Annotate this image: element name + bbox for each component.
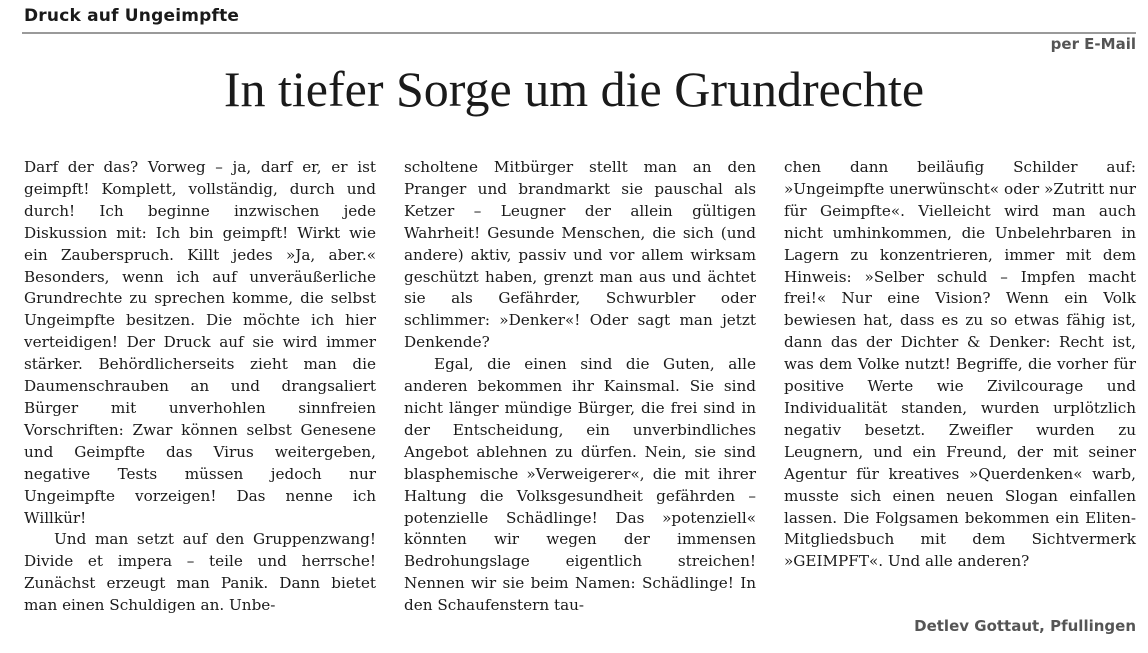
text-column-2 <box>404 157 756 617</box>
paragraph: Egal, die einen sind die Guten, alle anderen bekommen ihr Kainsmal. Sie sind nicht länger mündige Bürger, die frei sind in der Entscheidung, ein unverbindliches Angebot ablehnen zu dürfen. Nein, sie sind blasphemische »Verweigerer«, die mit ihrer Haltung die Volksgesundheit gefährden – potenzielle Schädlinge! Das »potenziell« könnten wir wegen der immensen Bedrohungslage eigentlich streichen! Nennen wir sie beim Namen: Schädlinge! In den Schaufenstern tau- <box>404 355 756 615</box>
text-column-3 <box>784 157 1136 573</box>
paragraph: Und man setzt auf den Gruppenzwang! Divide et impera – teile und herrsche! Zunächst erzeugt man Panik. Dann bietet man einen Schuldigen an. Unbe- <box>24 530 376 615</box>
paragraph: scholtene Mitbürger stellt man an den Pranger und brandmarkt sie pauschal als Ketzer – Leugner der allein gültigen Wahrheit! Gesunde Menschen, die sich (und andere) aktiv, passiv und vor allem wirksam geschützt haben, grenzt man aus und ächtet sie als Gefährder, Schwurbler oder schlimmer: »Denker«! Oder sagt man jetzt Denkende? <box>404 158 756 352</box>
source-label: per E-Mail <box>1050 35 1136 53</box>
section-rubric: Druck auf Ungeimpfte <box>24 6 240 26</box>
paragraph: Darf der das? Vorweg – ja, darf er, er ist geimpft! Komplett, vollständig, durch und durch! Ich beginne inzwischen jede Diskussion mit: Ich bin geimpft! Wirkt wie ein Zauberspruch. Killt jedes »Ja, aber.« Besonders, wenn ich auf unveräußerliche Grundrechte zu sprechen komme, die selbst Ungeimpfte besitzen. Die möchte ich hier verteidigen! Der Druck auf sie wird immer stärker. Behördlicherseits zieht man die Daumenschrauben an und drangsaliert Bürger mit unverhohlen sinnfreien Vorschriften: Zwar können selbst Genesene und Geimpfte das Virus weitergeben, negative Tests müssen jedoch nur Ungeimpfte vorzeigen! Das nenne ich Willkür! <box>24 158 376 527</box>
paragraph: chen dann beiläufig Schilder auf: »Ungeimpfte unerwünscht« oder »Zutritt nur für Geimpfte«. Vielleicht wird man auch nicht umhinkommen, die Unbelehrbaren in Lagern zu konzentrieren, immer mit dem Hinweis: »Selber schuld – Impfen macht frei!« Nur eine Vision? Wenn ein Volk bewiesen hat, dass es zu so etwas fähig ist, dann das der Dichter & Denker: Recht ist, was dem Volke nutzt! Begriffe, die vorher für positive Werte wie Zivilcourage und Individualität standen, wurden urplötzlich negativ besetzt. Zweifler wurden zu Leugnern, und ein Freund, der mit seiner Agentur für kreatives »Querdenken« warb, musste sich einen neuen Slogan einfallen lassen. Die Folgsamen bekommen ein Eliten-Mitgliedsbuch mit dem Sichtvermerk »GEIMPFT«. Und alle anderen? <box>784 158 1136 571</box>
headline: In tiefer Sorge um die Grundrechte <box>223 61 925 117</box>
author-signature: Detlev Gottaut, Pfullingen <box>914 617 1136 635</box>
header-rule <box>22 32 1136 34</box>
text-column-1 <box>24 157 376 617</box>
